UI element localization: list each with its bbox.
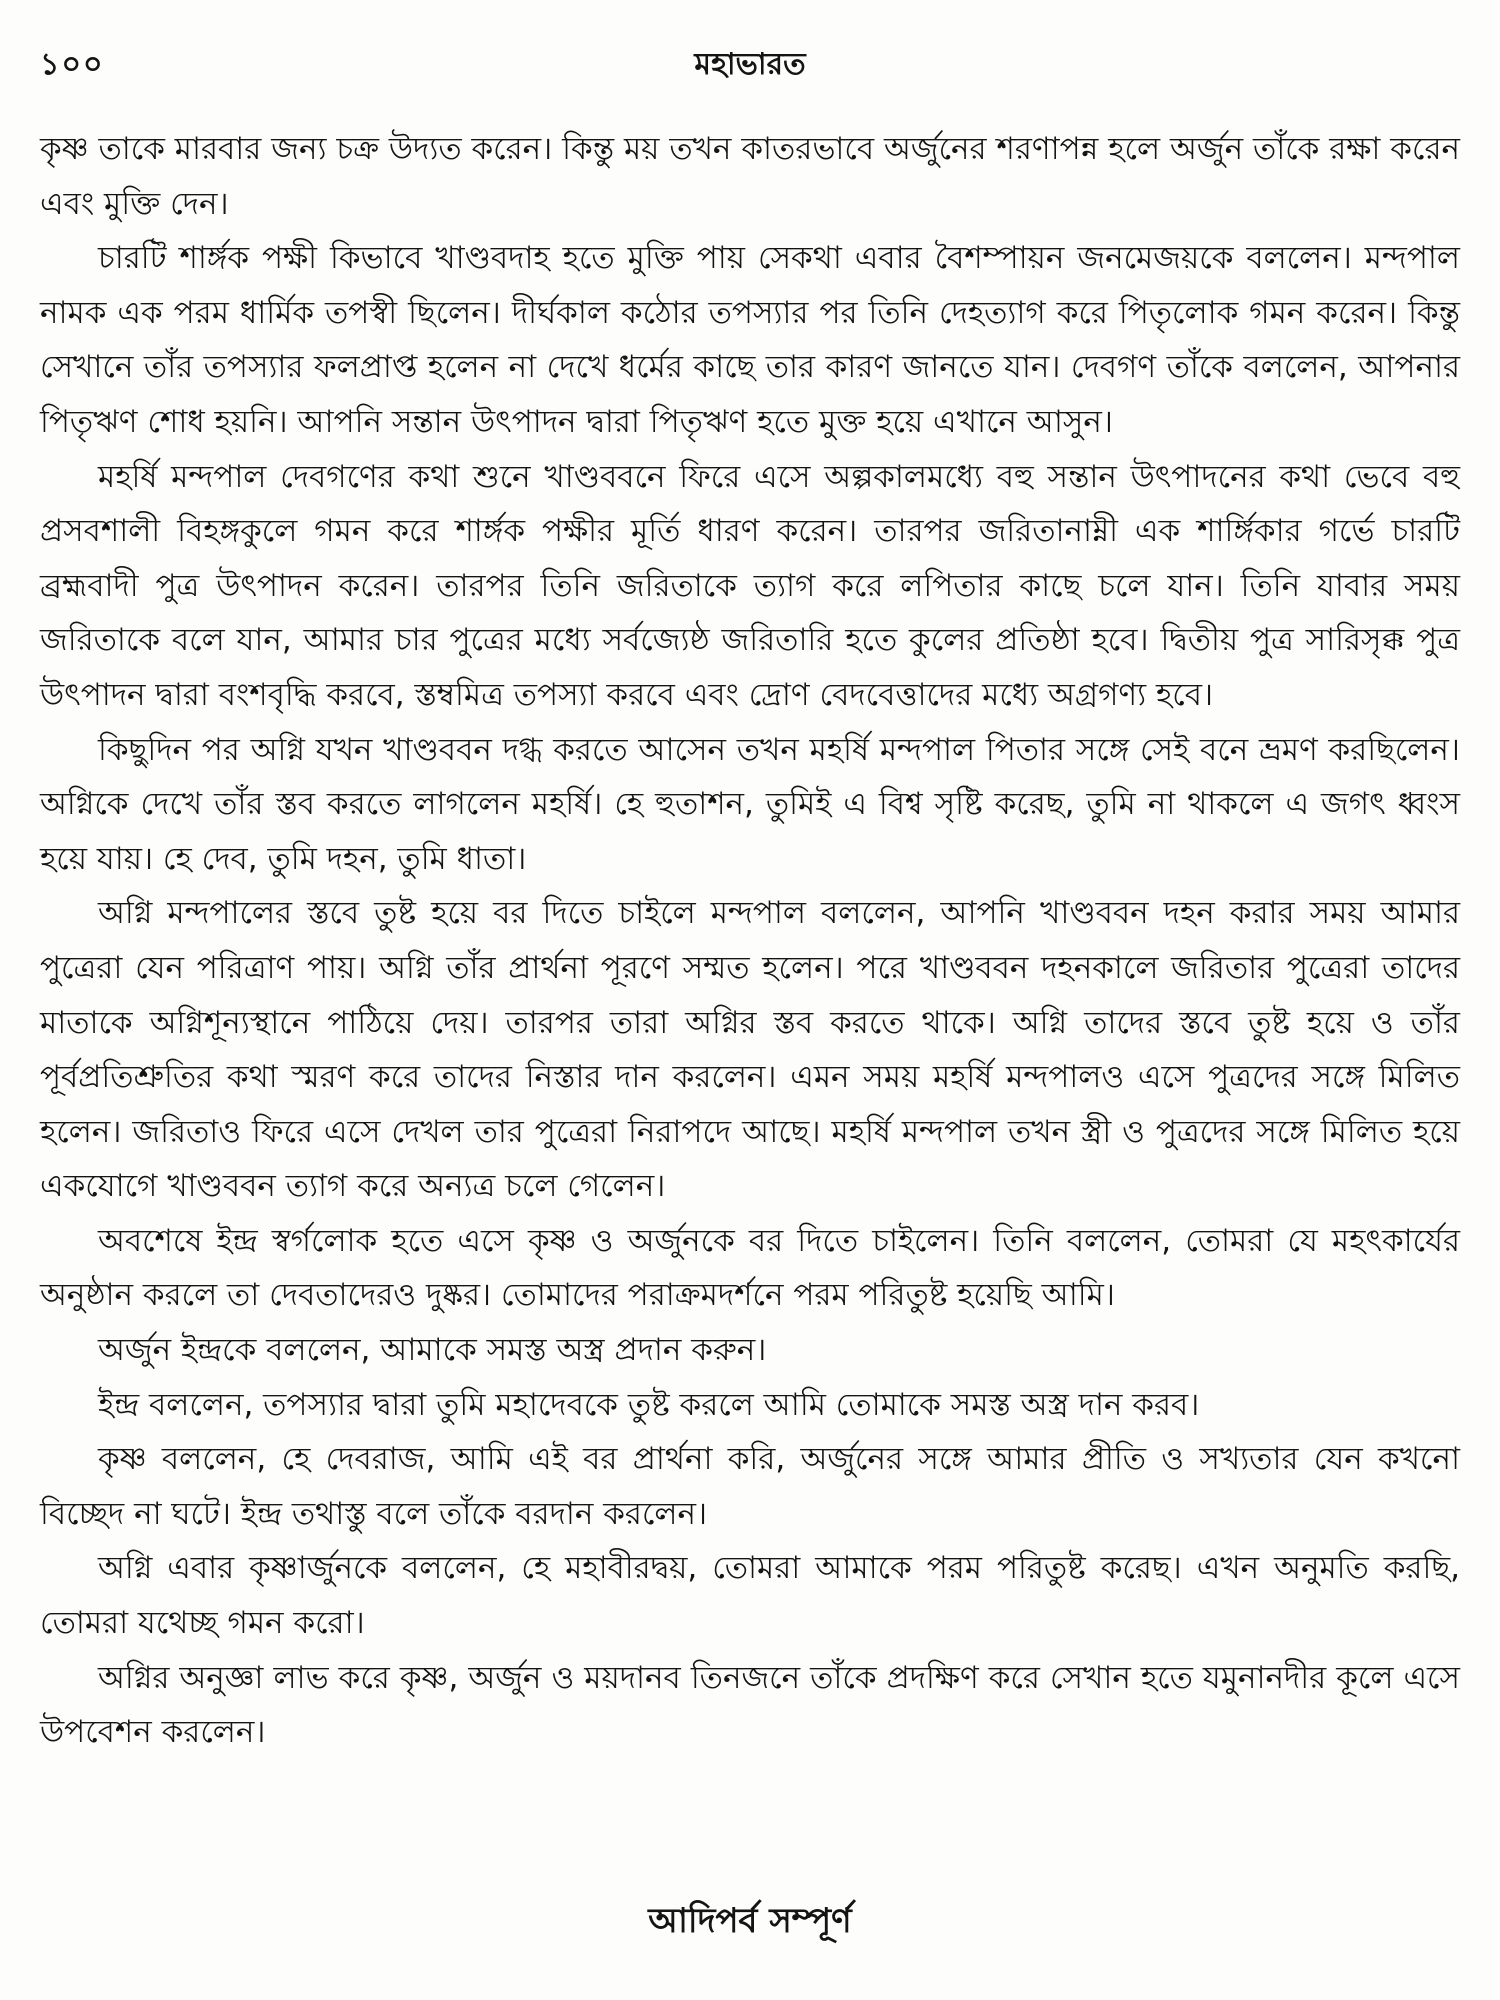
paragraph: অগ্নি এবার কৃষ্ণার্জুনকে বললেন, হে মহাবীরদ্বয়, তোমরা আমাকে পরম পরিতুষ্ট করেছ। এখন অনুমতি করছি, তোমরা যথেচ্ছ গমন করো।: [40, 1550, 1460, 1642]
paragraph: অগ্নি মন্দপালের স্তবে তুষ্ট হয়ে বর দিতে চাইলে মন্দপাল বললেন, আপনি খাণ্ডববন দহন করার সময় আমার পুত্রেরা যেন পরিত্রাণ পায়। অগ্নি তাঁর প্রার্থনা পূরণে সম্মত হলেন। পরে খাণ্ডববন দহনকালে জরিতার পুত্রেরা তাদের মাতাকে অগ্নিশূন্যস্থানে পাঠিয়ে দেয়। তারপর তারা অগ্নির স্তব করতে থাকে। অগ্নি তাদের স্তবে তুষ্ট হয়ে ও তাঁর পূর্বপ্রতিশ্রুতির কথা স্মরণ করে তাদের নিস্তার দান করলেন। এমন সময় মহর্ষি মন্দপালও এসে পুত্রদের সঙ্গে মিলিত হলেন। জরিতাও ফিরে এসে দেখল তার পুত্রেরা নিরাপদে আছে। মহর্ষি মন্দপাল তখন স্ত্রী ও পুত্রদের সঙ্গে মিলিত হয়ে একযোগে খাণ্ডববন ত্যাগ করে অন্যত্র চলে গেলেন।: [40, 895, 1460, 1205]
running-title: মহাভারত: [694, 47, 806, 82]
paragraph: মহর্ষি মন্দপাল দেবগণের কথা শুনে খাণ্ডববনে ফিরে এসে অল্পকালমধ্যে বহু সন্তান উৎপাদনের কথা ভেবে বহু প্রসবশালী বিহঙ্গকুলে গমন করে শার্ঙ্গক পক্ষীর মূর্তি ধারণ করেন। তারপর জরিতানাম্নী এক শার্ঙ্গিকার গর্ভে চারটি ব্রহ্মবাদী পুত্র উৎপাদন করেন। তারপর তিনি জরিতাকে ত্যাগ করে লপিতার কাছে চলে যান। তিনি যাবার সময় জরিতাকে বলে যান, আমার চার পুত্রের মধ্যে সর্বজ্যেষ্ঠ জরিতারি হতে কুলের প্রতিষ্ঠা হবে। দ্বিতীয় পুত্র সারিসৃক্ক পুত্র উৎপাদন দ্বারা বংশবৃদ্ধি করবে, স্তম্বমিত্র তপস্যা করবে এবং দ্রোণ বেদবেত্তাদের মধ্যে অগ্রগণ্য হবে।: [40, 458, 1460, 713]
paragraph: চারটি শার্ঙ্গক পক্ষী কিভাবে খাণ্ডবদাহ হতে মুক্তি পায় সেকথা এবার বৈশম্পায়ন জনমেজয়কে বললেন। মন্দপাল নামক এক পরম ধার্মিক তপস্বী ছিলেন। দীর্ঘকাল কঠোর তপস্যার পর তিনি দেহত্যাগ করে পিতৃলোক গমন করেন। কিন্তু সেখানে তাঁর তপস্যার ফলপ্রাপ্ত হলেন না দেখে ধর্মের কাছে তার কারণ জানতে যান। দেবগণ তাঁকে বললেন, আপনার পিতৃঋণ শোধ হয়নি। আপনি সন্তান উৎপাদন দ্বারা পিতৃঋণ হতে মুক্ত হয়ে এখানে আসুন।: [40, 240, 1460, 440]
page-header: [40, 40, 1460, 100]
paragraph: অবশেষে ইন্দ্র স্বর্গলোক হতে এসে কৃষ্ণ ও অর্জুনকে বর দিতে চাইলেন। তিনি বললেন, তোমরা যে মহৎকার্যের অনুষ্ঠান করলে তা দেবতাদেরও দুষ্কর। তোমাদের পরাক্রমদর্শনে পরম পরিতুষ্ট হয়েছি আমি।: [40, 1222, 1460, 1314]
section-end-note: আদিপর্ব সম্পূর্ণ: [648, 1901, 852, 1941]
body-text: [40, 122, 1460, 1760]
paragraph: অর্জুন ইন্দ্রকে বললেন, আমাকে সমস্ত অস্ত্র প্রদান করুন।: [98, 1332, 767, 1369]
paragraph: ইন্দ্র বললেন, তপস্যার দ্বারা তুমি মহাদেবকে তুষ্ট করলে আমি তোমাকে সমস্ত অস্ত্র দান করব।: [98, 1386, 1200, 1423]
page-number: ১০০: [40, 47, 105, 82]
paragraph: কৃষ্ণ তাকে মারবার জন্য চক্র উদ্যত করেন। কিন্তু ময় তখন কাতরভাবে অর্জুনের শরণাপন্ন হলে অর্জুন তাঁকে রক্ষা করেন এবং মুক্তি দেন।: [40, 131, 1460, 222]
paragraph: অগ্নির অনুজ্ঞা লাভ করে কৃষ্ণ, অর্জুন ও ময়দানব তিনজনে তাঁকে প্রদক্ষিণ করে সেখান হতে যমুনানদীর কূলে এসে উপবেশন করলেন।: [40, 1659, 1460, 1751]
paragraph: কৃষ্ণ বললেন, হে দেবরাজ, আমি এই বর প্রার্থনা করি, অর্জুনের সঙ্গে আমার প্রীতি ও সখ্যতার যেন কখনো বিচ্ছেদ না ঘটে। ইন্দ্র তথাস্তু বলে তাঁকে বরদান করলেন।: [40, 1441, 1460, 1532]
paragraph: কিছুদিন পর অগ্নি যখন খাণ্ডববন দগ্ধ করতে আসেন তখন মহর্ষি মন্দপাল পিতার সঙ্গে সেই বনে ভ্রমণ করছিলেন। অগ্নিকে দেখে তাঁর স্তব করতে লাগলেন মহর্ষি। হে হুতাশন, তুমিই এ বিশ্ব সৃষ্টি করেছ, তুমি না থাকলে এ জগৎ ধ্বংস হয়ে যায়। হে দেব, তুমি দহন, তুমি ধাতা।: [40, 731, 1460, 877]
